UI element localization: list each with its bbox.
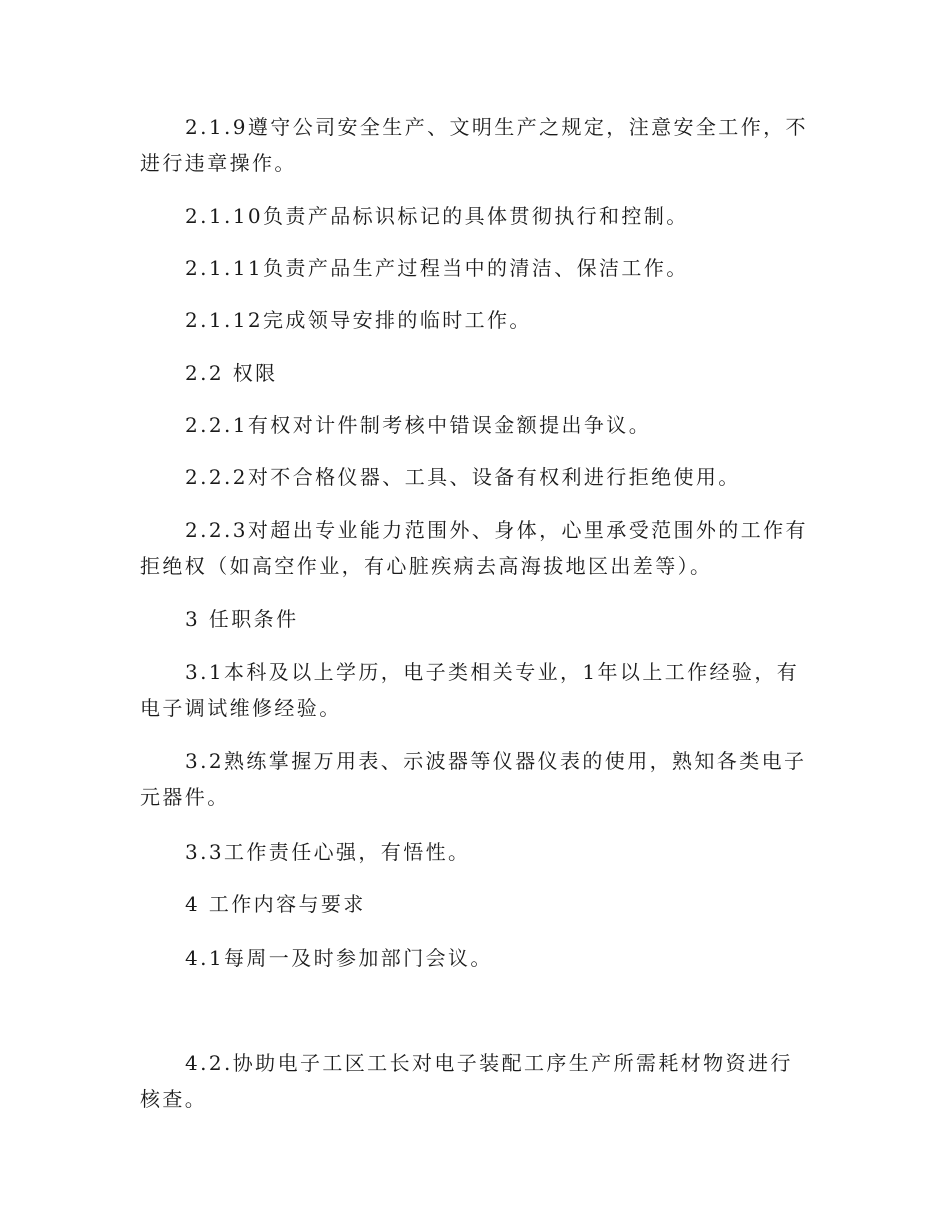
- paragraph-4-1: 4.1每周一及时参加部门会议。: [185, 946, 493, 970]
- paragraph-2-2-2: 2.2.2对不合格仪器、工具、设备有权利进行拒绝使用。: [185, 465, 741, 489]
- heading-3: 3 任职条件: [185, 607, 299, 631]
- paragraph-2-1-11: 2.1.11负责产品生产过程当中的清洁、保洁工作。: [185, 256, 689, 280]
- paragraph-2-2-3: 2.2.3对超出专业能力范围外、身体，心里承受范围外的工作有拒绝权（如高空作业，有心脏疾病去高海拔地区出差等）。: [140, 518, 808, 578]
- paragraph-2-1-12: 2.1.12完成领导安排的临时工作。: [185, 308, 532, 332]
- heading-4: 4 工作内容与要求: [185, 892, 366, 916]
- paragraph-2-1-9: 2.1.9遵守公司安全生产、文明生产之规定，注意安全工作，不进行违章操作。: [140, 115, 808, 175]
- heading-2-2: 2.2 权限: [185, 361, 278, 385]
- paragraph-3-1: 3.1本科及以上学历，电子类相关专业，1年以上工作经验，有电子调试维修经验。: [140, 660, 800, 720]
- paragraph-3-2: 3.2熟练掌握万用表、示波器等仪器仪表的使用，熟知各类电子元器件。: [140, 749, 807, 809]
- paragraph-4-2: 4.2.协助电子工区工长对电子装配工序生产所需耗材物资进行核查。: [140, 1051, 793, 1111]
- paragraph-2-2-1: 2.2.1有权对计件制考核中错误金额提出争议。: [185, 413, 652, 437]
- paragraph-3-3: 3.3工作责任心强，有悟性。: [185, 840, 471, 864]
- paragraph-2-1-10: 2.1.10负责产品标识标记的具体贯彻执行和控制。: [185, 204, 689, 228]
